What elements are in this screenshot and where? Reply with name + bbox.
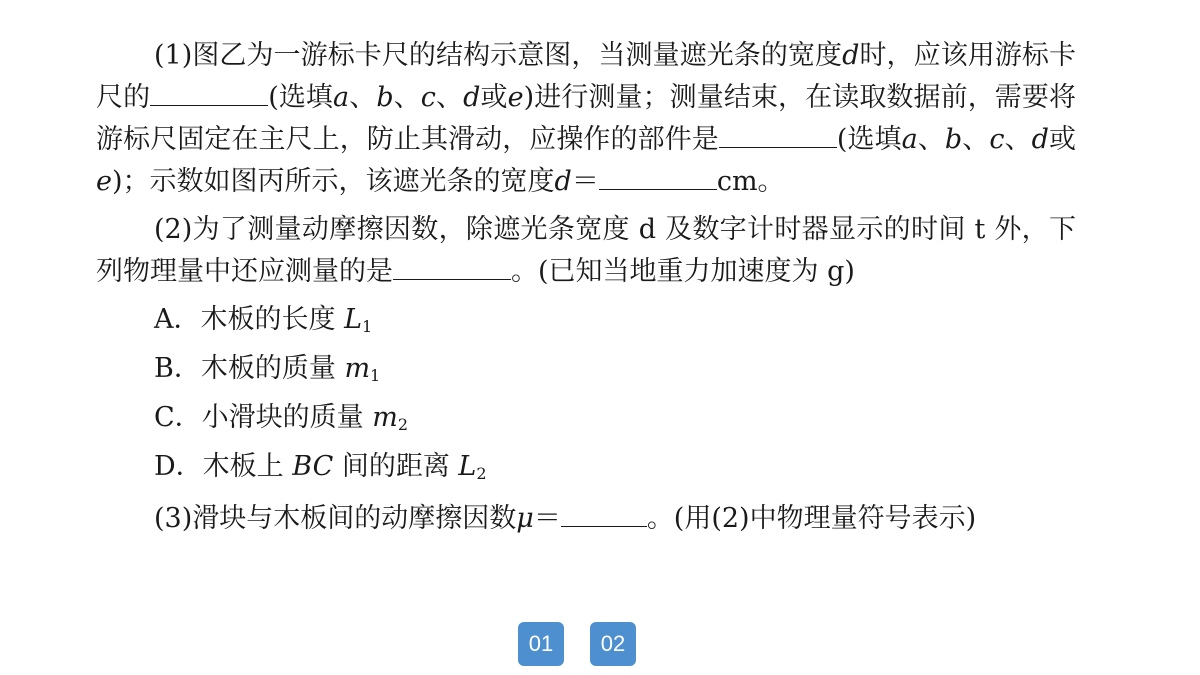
q3-text: 。(用(2)中物理量符号表示) (646, 503, 977, 534)
q1-sep: 、 (435, 82, 464, 113)
question-3 (96, 496, 1076, 538)
answer-blank[interactable] (599, 159, 717, 190)
q1-text: )进行测量；测量结束，在读取数据前，需要将游标尺固定在主尺上，防止其滑动，应操作的部件是 (96, 82, 1076, 155)
option-sub: 1 (362, 317, 373, 336)
option-var: m (372, 402, 398, 433)
q1-var: c (420, 82, 436, 113)
page-button-02[interactable]: 02 (590, 622, 636, 666)
question-1 (96, 36, 1076, 201)
q1-text: (1)图乙为一游标卡尺的结构示意图，当测量遮光条的宽度 (154, 40, 843, 71)
q1-unit: cm。 (716, 166, 785, 197)
q1-var: b (944, 124, 963, 155)
q3-var: μ (516, 503, 534, 534)
pagination (518, 622, 636, 666)
q1-var: c (989, 124, 1005, 155)
answer-blank[interactable] (561, 496, 647, 527)
answer-blank[interactable] (393, 249, 511, 280)
q1-var: e (507, 82, 524, 113)
q1-sep: 、 (917, 124, 945, 155)
option-label: D．木板上 (154, 451, 293, 482)
option-label: 间的距离 (333, 451, 459, 482)
option-var: L (458, 451, 477, 482)
q1-sep: 、 (349, 82, 377, 113)
q3-text: (3)滑块与木板间的动摩擦因数 (154, 503, 517, 534)
q1-var: e (96, 166, 112, 197)
option-c (96, 398, 1076, 437)
option-a (96, 300, 1076, 339)
page-button-01[interactable]: 01 (518, 622, 564, 666)
option-sub: 1 (370, 366, 381, 385)
q2-text: (2)为了测量动摩擦因数，除遮光条宽度 d 及数字计时器显示的时间 t 外，下列物理量中还应测量的是 (96, 214, 1076, 287)
q1-var: a (333, 82, 350, 113)
q1-text: (选填 (836, 124, 902, 155)
option-sub: 2 (397, 415, 409, 434)
q1-var: d (463, 82, 481, 113)
q2-text: 。(已知当地重力加速度为 g) (511, 256, 855, 287)
option-label: C．小滑块的质量 (154, 402, 373, 433)
q1-text: ＝ (571, 166, 599, 197)
q1-sep: 、 (1004, 124, 1032, 155)
option-var: m (344, 353, 371, 384)
option-label: A．木板的长度 (154, 304, 345, 335)
q1-text: )；示数如图丙所示，该遮光条的宽度 (111, 166, 555, 197)
q1-var: a (901, 124, 918, 155)
q1-text: (选填 (268, 82, 334, 113)
option-var: BC (292, 451, 334, 482)
option-sub: 2 (476, 464, 487, 483)
question-content (96, 36, 1076, 547)
q1-var: b (376, 82, 394, 113)
q1-var: d (554, 166, 572, 197)
answer-blank[interactable] (719, 117, 837, 148)
option-b (96, 349, 1076, 388)
option-d (96, 447, 1076, 486)
q1-var: d (842, 40, 860, 71)
option-var: L (344, 304, 363, 335)
question-2 (96, 210, 1076, 291)
q1-var: d (1031, 124, 1049, 155)
q1-sep: 、 (962, 124, 990, 155)
option-label: B．木板的质量 (154, 353, 345, 384)
q1-text: 或 (480, 82, 508, 113)
answer-blank[interactable] (150, 75, 268, 106)
q1-text: 时，应该用游标卡尺的 (96, 40, 1077, 113)
q3-text: ＝ (533, 503, 561, 534)
q1-sep: 、 (393, 82, 421, 113)
q1-text: 或 (1048, 124, 1077, 155)
